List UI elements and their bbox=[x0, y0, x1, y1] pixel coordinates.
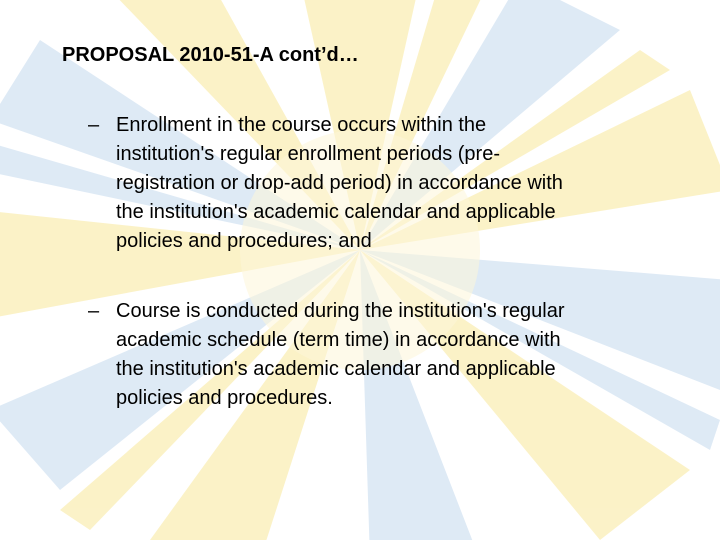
bullet-item bbox=[88, 297, 688, 413]
bullet-line: Enrollment in the course occurs within the bbox=[116, 114, 487, 136]
bullet-line: the institution's academic calendar and applicable bbox=[116, 358, 556, 380]
bullet-line: academic schedule (term time) in accordance with bbox=[116, 329, 561, 351]
bullet-list bbox=[88, 111, 688, 413]
slide-title: PROPOSAL 2010-51-A cont’d… bbox=[62, 44, 359, 66]
bullet-dash: – bbox=[88, 114, 100, 136]
bullet-line: institution's regular enrollment periods (pre- bbox=[116, 143, 500, 165]
bullet-line: registration or drop-add period) in accordance with bbox=[116, 172, 563, 194]
bullet-line: the institution's academic calendar and applicable bbox=[116, 201, 556, 223]
bullet-line: Course is conducted during the institution's regular bbox=[116, 300, 565, 322]
bullet-line: policies and procedures. bbox=[116, 387, 333, 409]
bullet-line: policies and procedures; and bbox=[116, 230, 372, 252]
bullet-dash: – bbox=[88, 300, 100, 322]
bullet-item bbox=[88, 111, 688, 256]
